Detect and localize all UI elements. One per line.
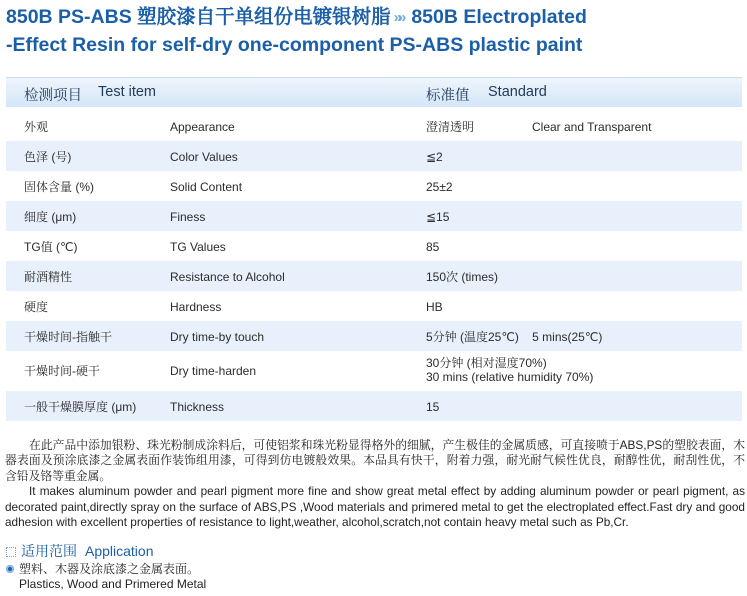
header-standard-zh: 标准值 (426, 88, 470, 104)
title-chinese: 850B PS-ABS 塑胶漆自干单组份电镀银树脂 (6, 6, 391, 28)
list-item (6, 562, 206, 577)
row-label-en: Finess (170, 210, 206, 224)
row-value: 5分钟 (温度25℃) 5 mins(25℃) (426, 330, 603, 344)
table-row (6, 201, 742, 231)
table-row (6, 231, 742, 261)
row-label-zh: TG值 (℃) (24, 240, 78, 254)
row-value: 85 (426, 240, 440, 254)
row-label-zh: 一般干燥膜厚度 (μm) (24, 400, 137, 414)
dotted-square-icon (6, 547, 16, 557)
row-value: 25±2 (426, 180, 453, 194)
row-value-multiline (426, 356, 593, 384)
table-row (6, 141, 742, 171)
row-value-line2: 30 mins (relative humidity 70%) (426, 370, 594, 384)
table-row (6, 171, 742, 201)
header-item-en: Test item (98, 84, 157, 100)
spec-table (6, 111, 742, 421)
table-row (6, 321, 742, 351)
row-label-en: Hardness (170, 300, 222, 314)
title-english-part1: 850B Electroplated (411, 6, 587, 28)
row-label-zh: 固体含量 (%) (24, 180, 94, 194)
application-heading-zh: 适用范围 (21, 543, 77, 559)
row-label-zh: 外观 (24, 120, 49, 134)
table-header (6, 77, 742, 107)
row-label-en: Appearance (170, 120, 235, 134)
table-row (6, 291, 742, 321)
table-row (6, 351, 742, 391)
row-label-zh: 干燥时间-硬干 (24, 364, 100, 378)
row-value: 30分钟 (相对湿度70%) (426, 356, 547, 370)
row-label-zh: 硬度 (24, 300, 49, 314)
row-label-en: Dry time-harden (170, 364, 257, 378)
header-item-zh: 检测项目 (24, 88, 82, 104)
row-value: ≦15 (426, 210, 450, 224)
description-english: It makes aluminum powder and pearl pigment more fine and show great metal effect by adding aluminum powder or pearl pigment, as decorated paint,directly spray on the surface of ABS,PS ,Wood materials and primered metal to get the electroplated effect.Fast dry and good adhesion with excellent properties of resistance to light,weather, alcohol,scratch,not contain heavy metal such as Pb,Cr. (5, 484, 745, 530)
application-heading-en: Application (85, 543, 154, 559)
product-description (5, 438, 745, 530)
row-value: 15 (426, 400, 440, 414)
row-label-en: Color Values (170, 150, 238, 164)
row-value: HB (426, 300, 443, 314)
row-label-en: Solid Content (170, 180, 243, 194)
application-heading (6, 541, 154, 561)
row-label-en: Resistance to Alcohol (170, 270, 285, 284)
row-label-en: TG Values (170, 240, 226, 254)
row-value-en: Clear and Transparent (532, 120, 652, 134)
row-label-en: Dry time-by touch (170, 330, 265, 344)
application-list (6, 562, 206, 592)
row-label-zh: 细度 (μm) (24, 210, 77, 224)
table-row (6, 391, 742, 421)
row-label-zh: 色泽 (号) (24, 150, 72, 164)
bullet-icon (6, 565, 14, 573)
row-label-zh: 干燥时间-指触干 (24, 330, 112, 344)
title-english-part2: -Effect Resin for self-dry one-component PS-ABS plastic paint (6, 34, 583, 56)
header-standard-en: Standard (488, 84, 547, 100)
description-chinese: 在此产品中添加银粉、珠光粉制成涂料后，可使铝浆和珠光粉显得格外的细腻，产生极佳的金属质感，可直接喷于ABS,PS的塑胶表面，木器表面及预涂底漆之金属表面作装饰组用漆，可得到仿电镀般效果。本品具有快干，附着力强，耐光耐气候性优良，耐醇性优，耐刮性优，不含铅及铬等重金属。 (5, 438, 745, 483)
document-title (6, 4, 744, 59)
row-value: 150次 (times) (426, 270, 499, 284)
row-label-zh: 耐酒精性 (24, 270, 73, 284)
row-value: 澄清透明 (426, 120, 475, 134)
row-label-en: Thickness (170, 400, 225, 414)
application-item-en: Plastics, Wood and Primered Metal (19, 577, 207, 591)
table-row (6, 111, 742, 141)
application-item-zh: 塑料、木器及涂底漆之金属表面。 (19, 562, 200, 576)
table-row (6, 261, 742, 291)
row-value: ≦2 (426, 150, 443, 164)
double-chevron-icon: »» (393, 9, 403, 26)
